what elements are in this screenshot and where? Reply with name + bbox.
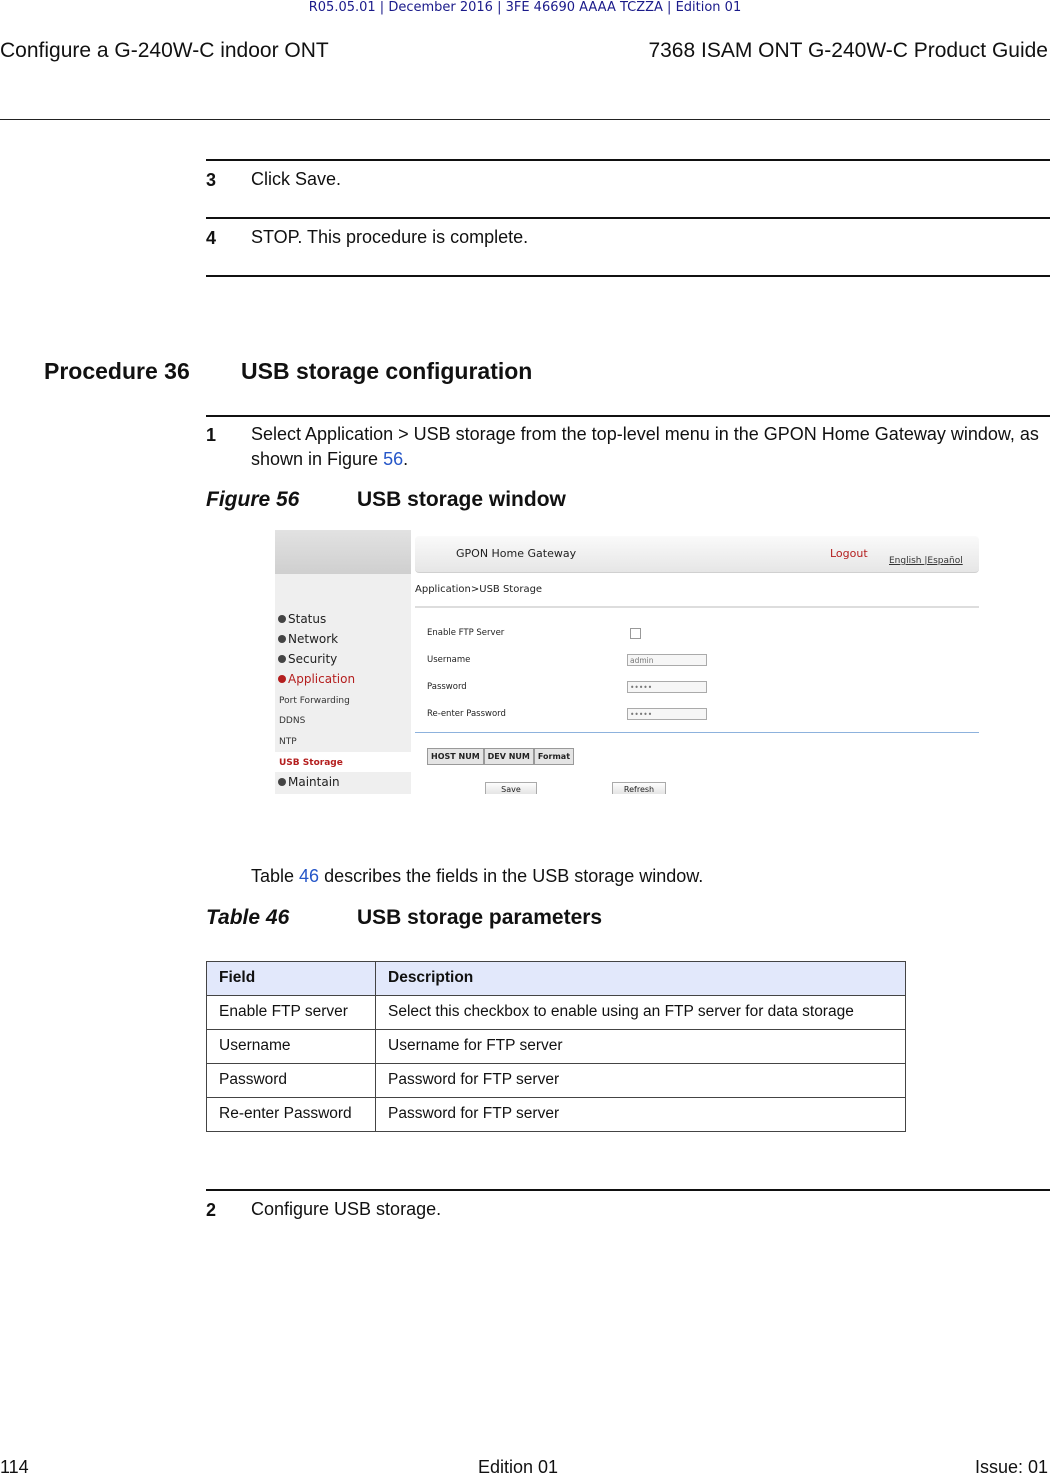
cell-field: Password [207, 1064, 376, 1098]
gateway-title: GPON Home Gateway [456, 547, 577, 560]
footer-edition: Edition 01 [478, 1457, 559, 1477]
bullet-icon [278, 675, 286, 683]
bullet-icon [278, 635, 286, 643]
col-host-num: HOST NUM [427, 748, 484, 765]
header-left: Configure a G-240W-C indoor ONT [0, 39, 329, 62]
nav-network[interactable]: Network [278, 632, 338, 646]
step-number: 4 [206, 228, 217, 248]
cell-field: Username [207, 1030, 376, 1064]
table-reference-text: Table 46 describes the fields in the USB storage window. [251, 866, 704, 886]
usb-table-header [427, 748, 574, 765]
header-rule [0, 119, 1050, 120]
footer-issue: Issue: 01 [974, 1457, 1048, 1477]
bullet-icon [278, 655, 286, 663]
nav-application[interactable]: Application [278, 672, 355, 686]
step-text: Click Save. [251, 169, 342, 189]
figure-label: Figure 56 [206, 488, 300, 511]
sidebar [275, 530, 411, 794]
reenter-password-label: Re-enter Password [427, 709, 506, 719]
header-field: Field [207, 962, 376, 996]
username-input[interactable]: admin [627, 654, 707, 666]
figure-title: USB storage window [357, 488, 566, 511]
header-right: 7368 ISAM ONT G-240W-C Product Guide [648, 39, 1048, 62]
cell-field: Enable FTP server [207, 996, 376, 1030]
breadcrumb: Application>USB Storage [415, 584, 543, 595]
language-links[interactable]: English |Español [889, 556, 963, 566]
step-number: 2 [206, 1200, 217, 1220]
username-label: Username [427, 655, 471, 665]
cell-description: Username for FTP server [376, 1030, 906, 1064]
subnav-usb-storage[interactable]: USB Storage [279, 758, 343, 768]
procedure-label: Procedure 36 [44, 358, 190, 384]
table-label: Table 46 [206, 906, 290, 929]
cell-description: Select this checkbox to enable using an FTP server for data storage [376, 996, 906, 1030]
table-title: USB storage parameters [357, 906, 603, 929]
table-row [207, 1098, 906, 1132]
header-description: Description [376, 962, 906, 996]
table-row [207, 1064, 906, 1098]
enable-ftp-checkbox[interactable] [630, 628, 641, 639]
step-text: Select Application > USB storage from the top-level menu in the GPON Home Gateway window, as shown in Figure 56. [251, 424, 1039, 469]
procedure-title: USB storage configuration [241, 358, 533, 384]
subnav-port-forwarding[interactable]: Port Forwarding [279, 696, 350, 706]
figure-link[interactable]: 56 [383, 449, 404, 469]
cell-description: Password for FTP server [376, 1064, 906, 1098]
step-rule [206, 275, 1050, 277]
cell-field: Re-enter Password [207, 1098, 376, 1132]
step-rule [206, 415, 1050, 417]
release-note: R05.05.01 | December 2016 | 3FE 46690 AAAA TCZZA | Edition 01 [308, 0, 742, 15]
bullet-icon [278, 615, 286, 623]
step-number: 1 [206, 425, 217, 445]
logout-link[interactable]: Logout [830, 547, 868, 560]
page-number: 114 [0, 1457, 29, 1477]
password-input[interactable]: ••••• [627, 681, 707, 693]
step-text: Configure USB storage. [251, 1199, 442, 1219]
step-rule [206, 1189, 1050, 1191]
bullet-icon [278, 778, 286, 786]
reenter-password-input[interactable]: ••••• [627, 708, 707, 720]
subnav-ntp[interactable]: NTP [279, 737, 297, 747]
subnav-ddns[interactable]: DDNS [279, 716, 306, 726]
table-row [207, 1030, 906, 1064]
refresh-button[interactable]: Refresh [612, 782, 666, 794]
table-link[interactable]: 46 [299, 866, 320, 886]
nav-status[interactable]: Status [278, 612, 326, 626]
col-format: Format [534, 748, 574, 765]
table-header-row [207, 962, 906, 996]
step-text: STOP. This procedure is complete. [251, 227, 529, 247]
col-dev-num: DEV NUM [484, 748, 534, 765]
nav-maintain[interactable]: Maintain [278, 775, 340, 789]
step-number: 3 [206, 170, 217, 190]
step-rule [206, 159, 1050, 161]
usb-storage-screenshot [275, 530, 979, 794]
cell-description: Password for FTP server [376, 1098, 906, 1132]
usb-parameters-table [206, 961, 906, 1132]
nav-security[interactable]: Security [278, 652, 337, 666]
table-row [207, 996, 906, 1030]
password-label: Password [427, 682, 467, 692]
save-button[interactable]: Save [485, 782, 537, 794]
enable-ftp-label: Enable FTP Server [427, 628, 505, 638]
step-rule [206, 217, 1050, 219]
